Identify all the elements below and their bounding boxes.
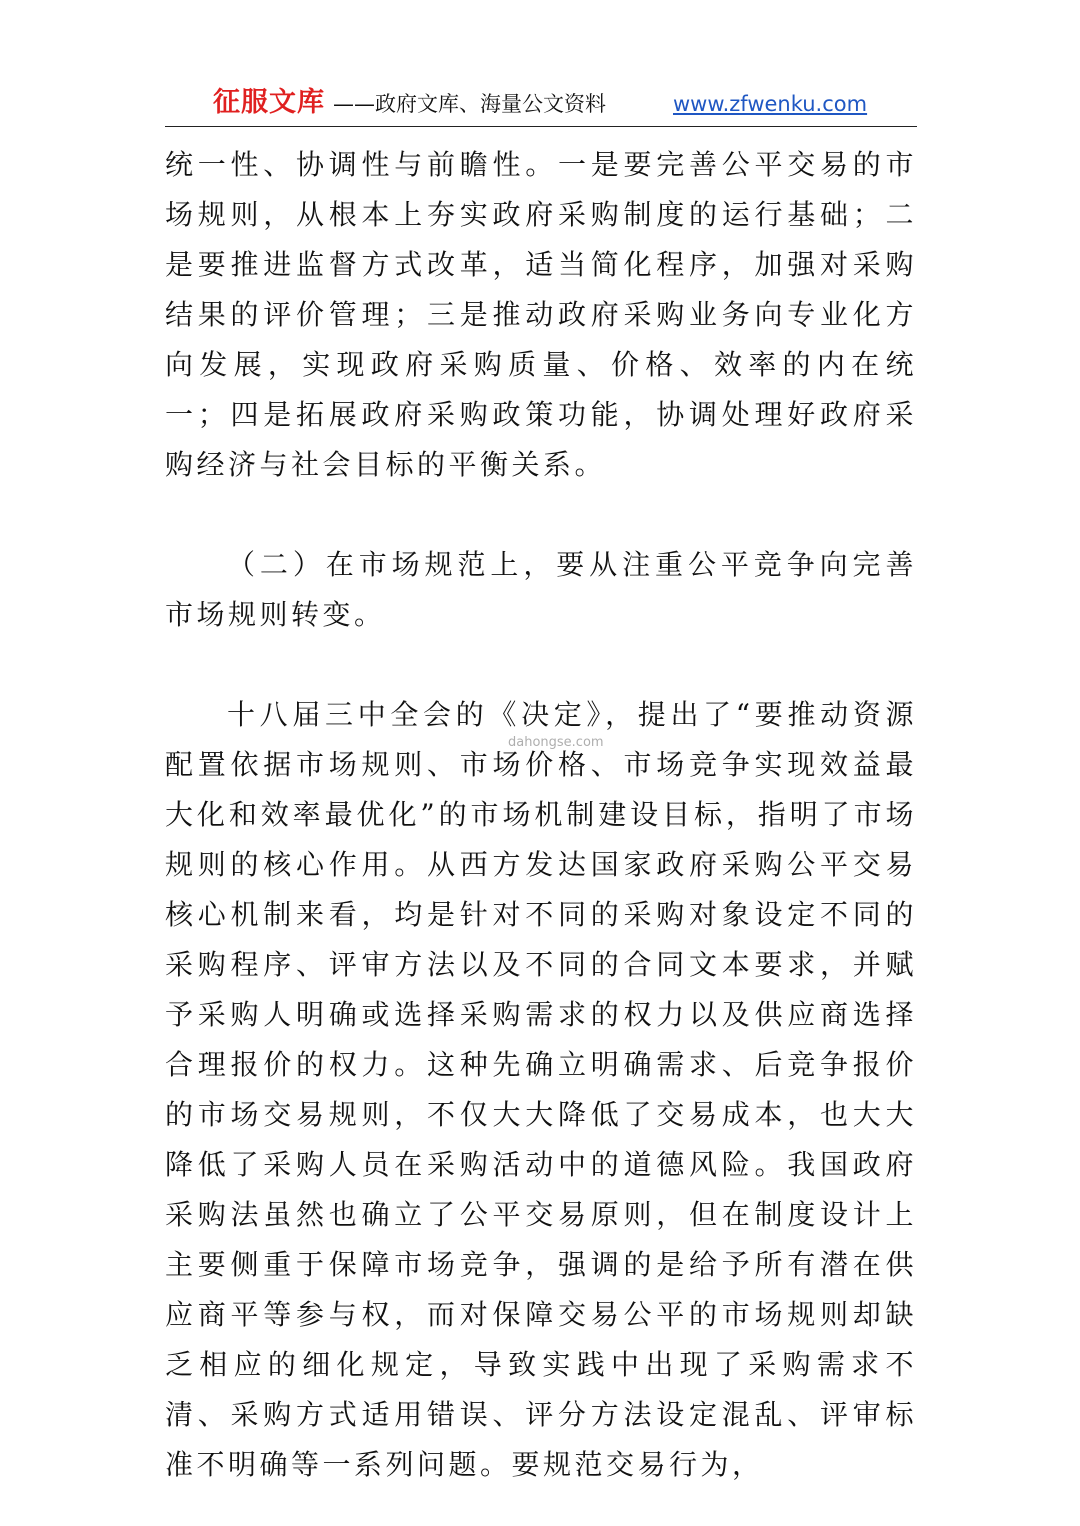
- paragraph-main: 十八届三中全会的《决定》，提出了“要推动资源配置依据市场规则、市场价格、市场竞争实现效益最大化和效率最优化”的市场机制建设目标，指明了市场规则的核心作用。从西方发达国家政府采购公平交易核心机制来看，均是针对不同的采购对象设定不同的采购程序、评审方法以及不同的合同文本要求，并赋予采购人明确或选择采购需求的权力以及供应商选择合理报价的权力。这种先确立明确需求、后竞争报价的市场交易规则，不仅大大降低了交易成本，也大大降低了采购人员在采购活动中的道德风险。我国政府采购法虽然也确立了公平交易原则，但在制度设计上主要侧重于保障市场竞争，强调的是给予所有潜在供应商平等参与权，而对保障交易公平的市场规则却缺乏相应的细化规定，导致实践中出现了采购需求不清、采购方式适用错误、评分方法设定混乱、评审标准不明确等一系列问题。要规范交易行为，: [165, 698, 917, 1481]
- paragraph-continuation: 统一性、协调性与前瞻性。一是要完善公平交易的市场规则，从根本上夯实政府采购制度的运行基础；二是要推进监督方式改革，适当简化程序，加强对采购结果的评价管理；三是推动政府采购业务向专业化方向发展，实现政府采购质量、价格、效率的内在统一；四是拓展政府采购政策功能，协调处理好政府采购经济与社会目标的平衡关系。: [165, 148, 917, 481]
- document-body: [165, 140, 917, 1490]
- header-divider: [165, 126, 917, 127]
- watermark: dahongse.com: [508, 735, 604, 750]
- header-tagline: ——政府文库、海量公文资料: [333, 92, 606, 116]
- site-url-link[interactable]: www.zfwenku.com: [673, 92, 868, 116]
- section-heading: （二）在市场规范上，要从注重公平竞争向完善市场规则转变。: [165, 548, 917, 631]
- brand-logo: 征服文库: [213, 87, 325, 118]
- page-header: [165, 86, 917, 124]
